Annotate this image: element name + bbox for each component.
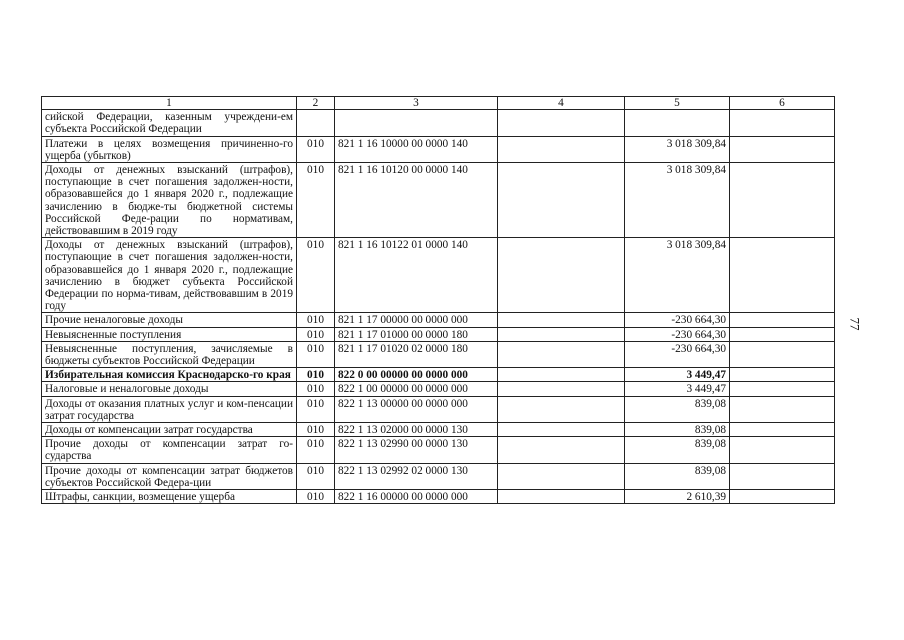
row-col-4 [498,341,625,367]
row-col-4 [498,396,625,422]
row-amount: 3 018 309,84 [625,238,730,313]
row-col-6 [730,341,835,367]
row-budget-code [335,110,498,136]
row-col-4 [498,136,625,162]
row-amount: 3 449,47 [625,382,730,396]
table-row [42,313,835,327]
table-row [42,110,835,136]
row-budget-code: 822 1 13 02992 02 0000 130 [335,463,498,489]
row-col-4 [498,490,625,504]
row-budget-code: 821 1 16 10000 00 0000 140 [335,136,498,162]
row-col-6 [730,396,835,422]
row-name: Доходы от денежных взысканий (штрафов), поступающие в счет погашения задолжен-ности, образовавшейся до 1 января 2020 г., подлежащие зачислению в бюджет субъекта Российской Федерации по норма-тивам, действовавшим в 2019 году [42,238,297,313]
row-col-6 [730,423,835,437]
row-col-6 [730,238,835,313]
row-line-code: 010 [297,382,335,396]
row-budget-code: 822 1 00 00000 00 0000 000 [335,382,498,396]
row-name: сийской Федерации, казенным учреждени-ем субъекта Российской Федерации [42,110,297,136]
row-amount: 839,08 [625,463,730,489]
row-budget-code: 821 1 17 01020 02 0000 180 [335,341,498,367]
table-row [42,368,835,382]
row-col-6 [730,110,835,136]
row-col-6 [730,437,835,463]
header-col-5: 5 [625,97,730,110]
row-name: Доходы от компенсации затрат государства [42,423,297,437]
row-budget-code: 822 0 00 00000 00 0000 000 [335,368,498,382]
row-amount: 3 018 309,84 [625,136,730,162]
row-line-code: 010 [297,423,335,437]
row-col-6 [730,327,835,341]
row-budget-code: 822 1 13 02990 00 0000 130 [335,437,498,463]
row-budget-code: 821 1 16 10120 00 0000 140 [335,163,498,238]
header-col-4: 4 [498,97,625,110]
table-row [42,423,835,437]
table-row [42,327,835,341]
row-amount: 3 449,47 [625,368,730,382]
revenue-table [41,96,835,504]
row-line-code: 010 [297,368,335,382]
row-col-6 [730,382,835,396]
row-name: Штрафы, санкции, возмещение ущерба [42,490,297,504]
row-col-4 [498,238,625,313]
row-col-4 [498,327,625,341]
row-budget-code: 822 1 13 02000 00 0000 130 [335,423,498,437]
row-amount: 839,08 [625,423,730,437]
row-name: Доходы от денежных взысканий (штрафов), поступающие в счет погашения задолжен-ности, образовавшейся до 1 января 2020 г., подлежащие зачислению в бюдже-ты бюджетной системы Российской Феде-рации по нормативам, действовавшим в 2019 году [42,163,297,238]
header-col-1: 1 [42,97,297,110]
row-budget-code: 821 1 16 10122 01 0000 140 [335,238,498,313]
row-budget-code: 822 1 13 00000 00 0000 000 [335,396,498,422]
row-col-6 [730,368,835,382]
row-amount: -230 664,30 [625,327,730,341]
table-row [42,136,835,162]
table-row [42,437,835,463]
row-name: Невыясненные поступления, зачисляемые в бюджеты субъектов Российской Федерации [42,341,297,367]
table-row [42,396,835,422]
header-row [42,97,835,110]
table-row [42,382,835,396]
row-name: Прочие доходы от компенсации затрат го-сударства [42,437,297,463]
row-budget-code: 821 1 17 00000 00 0000 000 [335,313,498,327]
row-line-code: 010 [297,238,335,313]
row-name: Невыясненные поступления [42,327,297,341]
row-col-4 [498,437,625,463]
row-col-6 [730,163,835,238]
page-number: 77 [847,317,863,331]
row-name: Доходы от оказания платных услуг и ком-пенсации затрат государства [42,396,297,422]
table-body [42,110,835,504]
row-col-4 [498,382,625,396]
table-row [42,463,835,489]
row-line-code: 010 [297,437,335,463]
row-line-code: 010 [297,396,335,422]
row-name: Прочие доходы от компенсации затрат бюджетов субъектов Российской Федера-ции [42,463,297,489]
row-amount: 839,08 [625,396,730,422]
row-col-6 [730,136,835,162]
row-col-4 [498,463,625,489]
row-line-code [297,110,335,136]
table-row [42,163,835,238]
row-amount: -230 664,30 [625,341,730,367]
row-amount: -230 664,30 [625,313,730,327]
row-line-code: 010 [297,341,335,367]
row-col-6 [730,490,835,504]
row-amount: 3 018 309,84 [625,163,730,238]
row-amount [625,110,730,136]
row-name: Налоговые и неналоговые доходы [42,382,297,396]
row-col-4 [498,110,625,136]
row-name: Избирательная комиссия Краснодарско-го края [42,368,297,382]
row-name: Платежи в целях возмещения причиненно-го ущерба (убытков) [42,136,297,162]
row-budget-code: 821 1 17 01000 00 0000 180 [335,327,498,341]
header-col-2: 2 [297,97,335,110]
row-col-6 [730,463,835,489]
row-amount: 2 610,39 [625,490,730,504]
row-line-code: 010 [297,136,335,162]
table-row [42,238,835,313]
row-line-code: 010 [297,313,335,327]
row-line-code: 010 [297,490,335,504]
row-col-6 [730,313,835,327]
row-line-code: 010 [297,327,335,341]
row-col-4 [498,368,625,382]
row-amount: 839,08 [625,437,730,463]
row-line-code: 010 [297,163,335,238]
row-col-4 [498,313,625,327]
header-col-3: 3 [335,97,498,110]
row-name: Прочие неналоговые доходы [42,313,297,327]
row-col-4 [498,163,625,238]
table-row [42,490,835,504]
table-row [42,341,835,367]
row-budget-code: 822 1 16 00000 00 0000 000 [335,490,498,504]
row-line-code: 010 [297,463,335,489]
row-col-4 [498,423,625,437]
header-col-6: 6 [730,97,835,110]
